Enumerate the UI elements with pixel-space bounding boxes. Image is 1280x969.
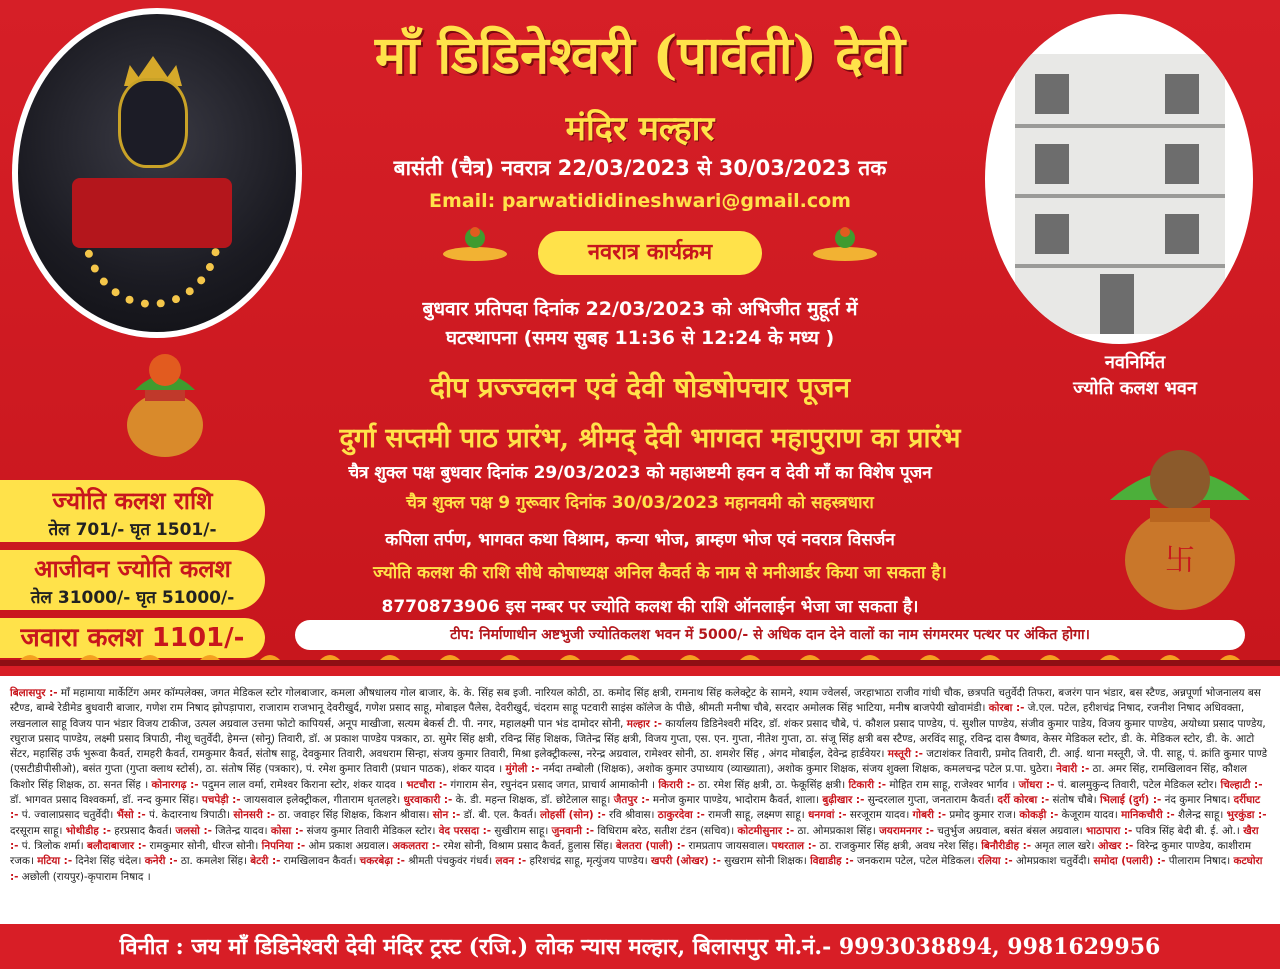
list-names: केजूराम यादव। bbox=[1058, 809, 1122, 822]
list-names: गंगाराम सेन, रघुनंदन प्रसाद जगत, प्राचार्य आमाकोनी । bbox=[447, 778, 659, 791]
list-place: चकरबेढ़ा :- bbox=[359, 855, 405, 868]
contact-email[interactable]: Email: parwatididineshwari@gmail.com bbox=[429, 190, 851, 212]
collection-centers-list bbox=[0, 676, 1280, 924]
program-line: 8770873906 इस नम्बर पर ज्योति कलश की राशि ऑनलाईन भेजा जा सकता है। bbox=[381, 597, 919, 617]
list-place: नेवारी :- bbox=[1056, 763, 1090, 776]
list-place: जैतपुर :- bbox=[613, 794, 650, 807]
jyoti-kalash-values: तेल 701/- घृत 1501/- bbox=[48, 520, 217, 540]
list-place: ओखर :- bbox=[1097, 839, 1134, 852]
list-place: भाठापारा :- bbox=[1086, 824, 1133, 837]
list-names: जनकराम पटेल, पटेल मेडिकल। bbox=[853, 855, 978, 868]
list-place: चिल्हाटी :- bbox=[1220, 778, 1263, 791]
list-names: पदुमन लाल वर्मा, रामेश्वर किराना स्टोर, शंकर यादव । bbox=[198, 778, 407, 791]
list-names: पं. बालमुकुन्द तिवारी, पटेल मेडिकल स्टोर। bbox=[1054, 778, 1221, 791]
list-names: रमेश सोनी, विश्राम प्रसाद कैवर्त, हुलास सिंह। bbox=[440, 839, 616, 852]
list-names: विरेन्द्र कुमार पाण्डेय, काशीराम रजक। bbox=[10, 839, 1252, 868]
list-names: ठा. राजकुमार सिंह क्षत्री, अवध नरेश सिंह। bbox=[816, 839, 982, 852]
program-line: चैत्र शुक्ल पक्ष 9 गुरूवार दिनांक 30/03/2023 महानवमी को सहस्त्रधारा bbox=[406, 493, 874, 513]
list-place: ठाकुरदेवा :- bbox=[657, 809, 705, 822]
list-place: बेलतरा (पाली) :- bbox=[615, 839, 686, 852]
list-place: दर्रीघाट :- bbox=[10, 794, 1261, 822]
list-place: कोटमीसुनार :- bbox=[737, 824, 795, 837]
list-place: अकलतरा :- bbox=[392, 839, 441, 852]
temple-title: माँ डिडिनेश्वरी (पार्वती) देवी bbox=[374, 25, 906, 86]
list-place: कोनारगढ़ :- bbox=[151, 778, 199, 791]
list-place: कोरबा :- bbox=[988, 702, 1025, 715]
list-place: पचपेड़ी :- bbox=[201, 794, 241, 807]
list-place: लोहर्सी (सोन) :- bbox=[540, 809, 606, 822]
list-place: सोनसरी :- bbox=[233, 809, 275, 822]
list-names: रवि श्रीवास। bbox=[605, 809, 658, 822]
list-place: लवन :- bbox=[495, 855, 527, 868]
list-names: नंद कुमार निषाद। bbox=[1161, 794, 1234, 807]
list-names: दिनेश सिंह चंदेल। bbox=[72, 855, 145, 868]
jyoti-kalash-title: ज्योति कलश राशि bbox=[52, 487, 213, 515]
list-names: सरजूराम यादव। bbox=[846, 809, 913, 822]
list-place: गोबरी :- bbox=[912, 809, 947, 822]
list-place: कटघोरा :- bbox=[10, 855, 1263, 883]
list-names: रामजी साहू, लक्ष्मण साहू। bbox=[704, 809, 808, 822]
list-names: श्रीमती पंचकुवंर गंधर्व। bbox=[404, 855, 496, 868]
list-names: अमृत लाल खरे। bbox=[1031, 839, 1098, 852]
list-names: नर्मदा तम्बोली (शिक्षक), अशोक कुमार उपाध्याय (व्याख्याता), अशोक कुमार शिक्षक, संजय शुक्ला शिक्षक, कमलचन्द्र पटेल प्र.पा. घुठेरा। bbox=[539, 763, 1057, 776]
list-place: कोकड़ी :- bbox=[1019, 809, 1059, 822]
list-place: भुरकुंडा :- bbox=[1226, 809, 1267, 822]
list-names: डॉ. भागवत प्रसाद विश्वकर्मा, डॉ. नन्द कुमार सिंह। bbox=[10, 794, 202, 807]
list-place: विद्याडीह :- bbox=[810, 855, 854, 868]
list-names: शैलेन्द्र साहू। bbox=[1174, 809, 1227, 822]
list-place: बेटरी :- bbox=[250, 855, 281, 868]
list-names: चतुर्भुज अग्रवाल, बसंत बंसल अग्रवाल। bbox=[933, 824, 1087, 837]
program-line: चैत्र शुक्ल पक्ष बुधवार दिनांक 29/03/2023 को महाअष्टमी हवन व देवी माँ का विशेष पूजन bbox=[348, 463, 932, 483]
list-names: संतोष चौबे। bbox=[1049, 794, 1100, 807]
list-names: सुन्दरलाल गुप्ता, जनताराम कैवर्त। bbox=[864, 794, 998, 807]
list-names: जायसवाल इलेक्ट्रीकल, गीताराम धृतलहरे। bbox=[240, 794, 404, 807]
deity-cloth-graphic bbox=[72, 178, 232, 248]
list-names: संजय कुमार तिवारी मेडिकल स्टोर। bbox=[303, 824, 439, 837]
list-place: निपनिया :- bbox=[261, 839, 306, 852]
list-place: धुरवाकारी :- bbox=[403, 794, 453, 807]
list-names: पं. त्रिलोक शर्मा। bbox=[18, 839, 87, 852]
kalash-left-icon bbox=[120, 340, 210, 460]
list-names: पवित्र सिंह बेदी बी. ई. ओ.। bbox=[1132, 824, 1244, 837]
program-line: ज्योति कलश की राशि सीधे कोषाध्यक्ष अनिल कैवर्त के नाम से मनीआर्डर किया जा सकता है। bbox=[373, 563, 947, 583]
footer-credit: विनीत : जय माँ डिडिनेश्वरी देवी मंदिर ट्रस्ट (रजि.) लोक न्यास मल्हार, बिलासपुर मो.नं.- 9993038894, 9981629956 bbox=[0, 926, 1280, 969]
pooja-thali-icon bbox=[810, 222, 880, 262]
list-place: समोदा (पलारी) :- bbox=[1093, 855, 1166, 868]
list-names: विधिराम बरेठ, सतीश टंडन (सचिव)। bbox=[594, 824, 738, 837]
list-names: ओम प्रकाश अग्रवाल। bbox=[305, 839, 393, 852]
list-names: पं. ज्वालाप्रसाद चतुर्वेदी। bbox=[18, 809, 117, 822]
list-place: भोथीडीह :- bbox=[65, 824, 111, 837]
list-names: सुखीराम साहू। bbox=[491, 824, 552, 837]
list-place: मानिकचौरी :- bbox=[1121, 809, 1175, 822]
jawara-kalash-panel: जवारा कलश 1101/- bbox=[0, 618, 265, 658]
list-names: रामकुमार सोनी, धीरज सोनी। bbox=[146, 839, 262, 852]
donation-note: टीप: निर्माणाधीन अष्टभुजी ज्योतिकलश भवन में 5000/- से अधिक दान देने वालों का नाम संगमरमर पत्थर पर अंकित होगा। bbox=[295, 620, 1245, 650]
program-line: कपिला तर्पण, भागवत कथा विश्राम, कन्या भोज, ब्राम्हण भोज एवं नवरात्र विसर्जन bbox=[385, 530, 895, 550]
list-names: प्रमोद कुमार राज। bbox=[946, 809, 1020, 822]
list-place: बलौदाबाजार :- bbox=[86, 839, 147, 852]
list-names: कार्यालय डिडिनेश्वरी मंदिर, डॉ. शंकर प्रसाद चौबे, पं. कौशल प्रसाद पाण्डेय, पं. सुशील पाण्डेय, संजीव कुमार पाडेय, विजय कुमार पाण्डेय, अयोध्या प्रसाद पाण्डेय, रघुराज प्रसाद पाण्डेय, लक्ष्मी प्रसाद त्रिपाठी, नीशू चतुर्वेदी, हेमन्त (सोनू) तिवारी, डॉ. अ प्रकाश पाण्डेय पत्रकार, ठा. सुमेर सिंह क्षत्री, रविन्द्र सिंह शिक्षक, जितेन्द्र सिंह क्षत्री, विजय गुप्ता, एस. एन. गुप्ता, नीतेश गुप्ता, ठा. संजू सिंह क्षत्री बस स्टैण्ड, अरविंद साहू, रविन्द्र दास वैष्णव, केसर मेडिकल स्टोर, डी. के. मेडिकल स्टोर, डी. के. आटो सेंटर, महासिंह उर्फ भुरूवा कैवर्त, रामहरी कैवर्त, रामकुमार कैवर्त, संतोष साहू, देवकुमार तिवारी, अवधराम सिन्हा, संजय कुमार तिवारी, मिश्रा इलेक्ट्रीकल्स, नरेन्द्र अग्रवाल, रामेश्वर सोनी, ठा. शमशेर सिंह , अंगद मोबाईल, देवेन्द्र हार्डवेयर। bbox=[10, 717, 1266, 761]
list-names: के. डी. महन्त शिक्षक, डॉ. छोटेलाल साहू। bbox=[452, 794, 614, 807]
building-caption-line: ज्योति कलश भवन bbox=[1073, 378, 1197, 399]
list-names: ठा. अमर सिंह, रामखिलावन सिंह, कौशल किशोर सिंह शिक्षक, ठा. सनत सिंह । bbox=[10, 763, 1248, 791]
pooja-thali-icon bbox=[440, 222, 510, 262]
svg-text:卐: 卐 bbox=[1165, 543, 1195, 578]
list-place: बिलासपुर :- bbox=[10, 687, 58, 699]
list-place: कोसा :- bbox=[270, 824, 304, 837]
coconut-kalash-icon bbox=[1100, 420, 1260, 620]
list-place: धनगवां :- bbox=[808, 809, 847, 822]
list-place: दर्री कोरबा :- bbox=[997, 794, 1050, 807]
list-names: मोहित राम साहू, राजेश्वर भार्गव । bbox=[886, 778, 1019, 791]
list-names: दरसूराम साहू। bbox=[10, 824, 66, 837]
list-names: अछोली (रायपुर)-कृपाराम निषाद । bbox=[18, 870, 151, 883]
list-names: ठा. जवाहर सिंह शिक्षक, किशन श्रीवास। bbox=[274, 809, 433, 822]
list-place: भिलाई (दुर्ग) :- bbox=[1099, 794, 1162, 807]
list-place: मुंगेली :- bbox=[505, 763, 540, 776]
list-place: पथरताल :- bbox=[771, 839, 817, 852]
list-place: टिकारी :- bbox=[848, 778, 887, 791]
list-names: हरप्रसाद कैवर्त। bbox=[110, 824, 176, 837]
list-names: जटाशंकर तिवारी, प्रमोद तिवारी, टी. आई. थाना मस्तूरी, जे. पी. साहू, पं. क्रांति कुमार पाण्डे (एसटीडीपीसीओ), बसंत गुप्ता (गुप्ता क्लाथ स्टोर्स), ठा. संतोष सिंह (पत्रकार), पं. रमेश कुमार तिवारी (प्रधान पाठक), शंकर यादव । bbox=[10, 748, 1268, 776]
list-names: पं. केदारनाथ त्रिपाठी। bbox=[145, 809, 234, 822]
program-badge: नवरात्र कार्यक्रम bbox=[538, 231, 762, 275]
program-line: बुधवार प्रतिपदा दिनांक 22/03/2023 को अभिजीत मुहूर्त में bbox=[422, 298, 858, 320]
building-graphic bbox=[1015, 54, 1225, 334]
list-names: ओमप्रकाश चतुर्वेदी। bbox=[1012, 855, 1094, 868]
list-names: ठा. रमेश सिंह क्षत्री, ठा. फेकूसिंह क्षत्री। bbox=[695, 778, 849, 791]
building-caption-line: नवनिर्मित bbox=[1104, 352, 1166, 373]
list-place: सोन :- bbox=[432, 809, 461, 822]
list-place: जोंधरा :- bbox=[1018, 778, 1055, 791]
ajeevan-kalash-values: तेल 31000/- घृत 51000/- bbox=[30, 588, 235, 608]
list-place: रलिया :- bbox=[977, 855, 1013, 868]
list-names: ठा. कमलेश सिंह। bbox=[177, 855, 251, 868]
list-place: जयरामनगर :- bbox=[879, 824, 934, 837]
list-place: भटचौरा :- bbox=[406, 778, 448, 791]
list-names: हरिशचंद्र साहू, मृत्युंजय पाण्डेय। bbox=[526, 855, 651, 868]
list-place: भैंसो :- bbox=[116, 809, 146, 822]
ajeevan-kalash-panel bbox=[0, 550, 265, 610]
list-place: बुढ़ीखार :- bbox=[822, 794, 865, 807]
navratri-dates: बासंती (चैत्र) नवरात्र 22/03/2023 से 30/03/2023 तक bbox=[393, 156, 887, 180]
list-place: खपरी (ओखर) :- bbox=[650, 855, 721, 868]
list-place: मस्तूरी :- bbox=[887, 748, 923, 761]
program-line: घटस्थापना (समय सुबह 11:36 से 12:24 के मध्य ) bbox=[445, 327, 835, 349]
deity-photo bbox=[12, 8, 302, 338]
list-place: वेद परसदा :- bbox=[438, 824, 492, 837]
temple-subtitle: मंदिर मल्हार bbox=[565, 109, 715, 149]
list-place: खैरा :- bbox=[10, 824, 1259, 852]
program-line: दुर्गा सप्तमी पाठ प्रारंभ, श्रीमद् देवी भागवत महापुराण का प्रारंभ bbox=[339, 423, 961, 454]
diya-strip bbox=[0, 650, 1280, 666]
list-place: मटिया :- bbox=[37, 855, 73, 868]
list-place: जुनवानी :- bbox=[551, 824, 595, 837]
list-names: ठा. ओमप्रकाश सिंह। bbox=[794, 824, 880, 837]
list-names: रामप्रताप जायसवाल। bbox=[685, 839, 772, 852]
deity-idol-graphic bbox=[118, 78, 188, 168]
list-names: डॉ. बी. एल. कैवर्त। bbox=[460, 809, 541, 822]
list-place: कनेरी :- bbox=[144, 855, 178, 868]
list-names: पीलाराम निषाद। bbox=[1165, 855, 1234, 868]
building-caption bbox=[1040, 350, 1230, 402]
jyoti-kalash-panel bbox=[0, 480, 265, 542]
list-place: बिनौरीडीह :- bbox=[981, 839, 1032, 852]
list-names: रामखिलावन कैवर्त। bbox=[280, 855, 360, 868]
list-names: माँ महामाया मार्केटिंग अमर कॉम्पलेक्स, जगत मेडिकल स्टोर गोलबाजार, कमला औषधालय गोल बाजार, के. के. सिंह सब इजी. नारियल कोठी, ठा. कमोद सिंह क्षत्री, रामनाथ सिंह कलेक्ट्रेट के सामने, श्याम ज्वेलर्स, जरहाभाठा राजीव गांधी चौक, छत्रपति चतुर्वेदी तिफरा, बजरंग पान भंडार, बस स्टैण्ड, अन्नपूर्णा भोजनालय बस स्टैण्ड, बाम्बे रेडीमेड बुधवारी बाजार, गणेश राम निषाद झोपड़ापारा, राजाराम राजभानू देवरीखुर्द, गणेश प्रसाद साहू, मोबाइल पैलेस, देवरीखुर्द, चंदराम साहू पटवारी साइंस कॉलेज के पीछे, श्रीमती मनीषा चौबे, सरदार अमोलक सिंह भाटिया, मनीष बाजपेयी खोवामंडी। bbox=[10, 687, 1261, 715]
list-place: किरारी :- bbox=[658, 778, 695, 791]
ajeevan-kalash-title: आजीवन ज्योति कलश bbox=[34, 555, 231, 583]
list-place: मल्हार :- bbox=[626, 717, 662, 730]
building-photo bbox=[985, 14, 1253, 344]
list-names: सुखराम सोनी शिक्षक। bbox=[720, 855, 811, 868]
list-names: जे.एल. पटेल, हरीशचंद्र निषाद, रजनीश निषाद अधिवक्ता, लखनलाल साहू विजय पान भंडार विजय टाकीज, उत्पल अग्रवाल उत्तमा फोटो कापियर्स, अनूप माखीजा, सत्यम बेकर्स टी. पी. नगर, महालक्ष्मी पान भंड दामोदर सोनी, bbox=[10, 702, 1245, 730]
list-place: जलसो :- bbox=[175, 824, 212, 837]
list-names: जितेन्द्र यादव। bbox=[211, 824, 271, 837]
program-line: दीप प्रज्ज्वलन एवं देवी षोडषोपचार पूजन bbox=[429, 371, 851, 404]
list-names: मनोज कुमार पाण्डेय, भादोराम कैवर्त, शाला। bbox=[649, 794, 823, 807]
